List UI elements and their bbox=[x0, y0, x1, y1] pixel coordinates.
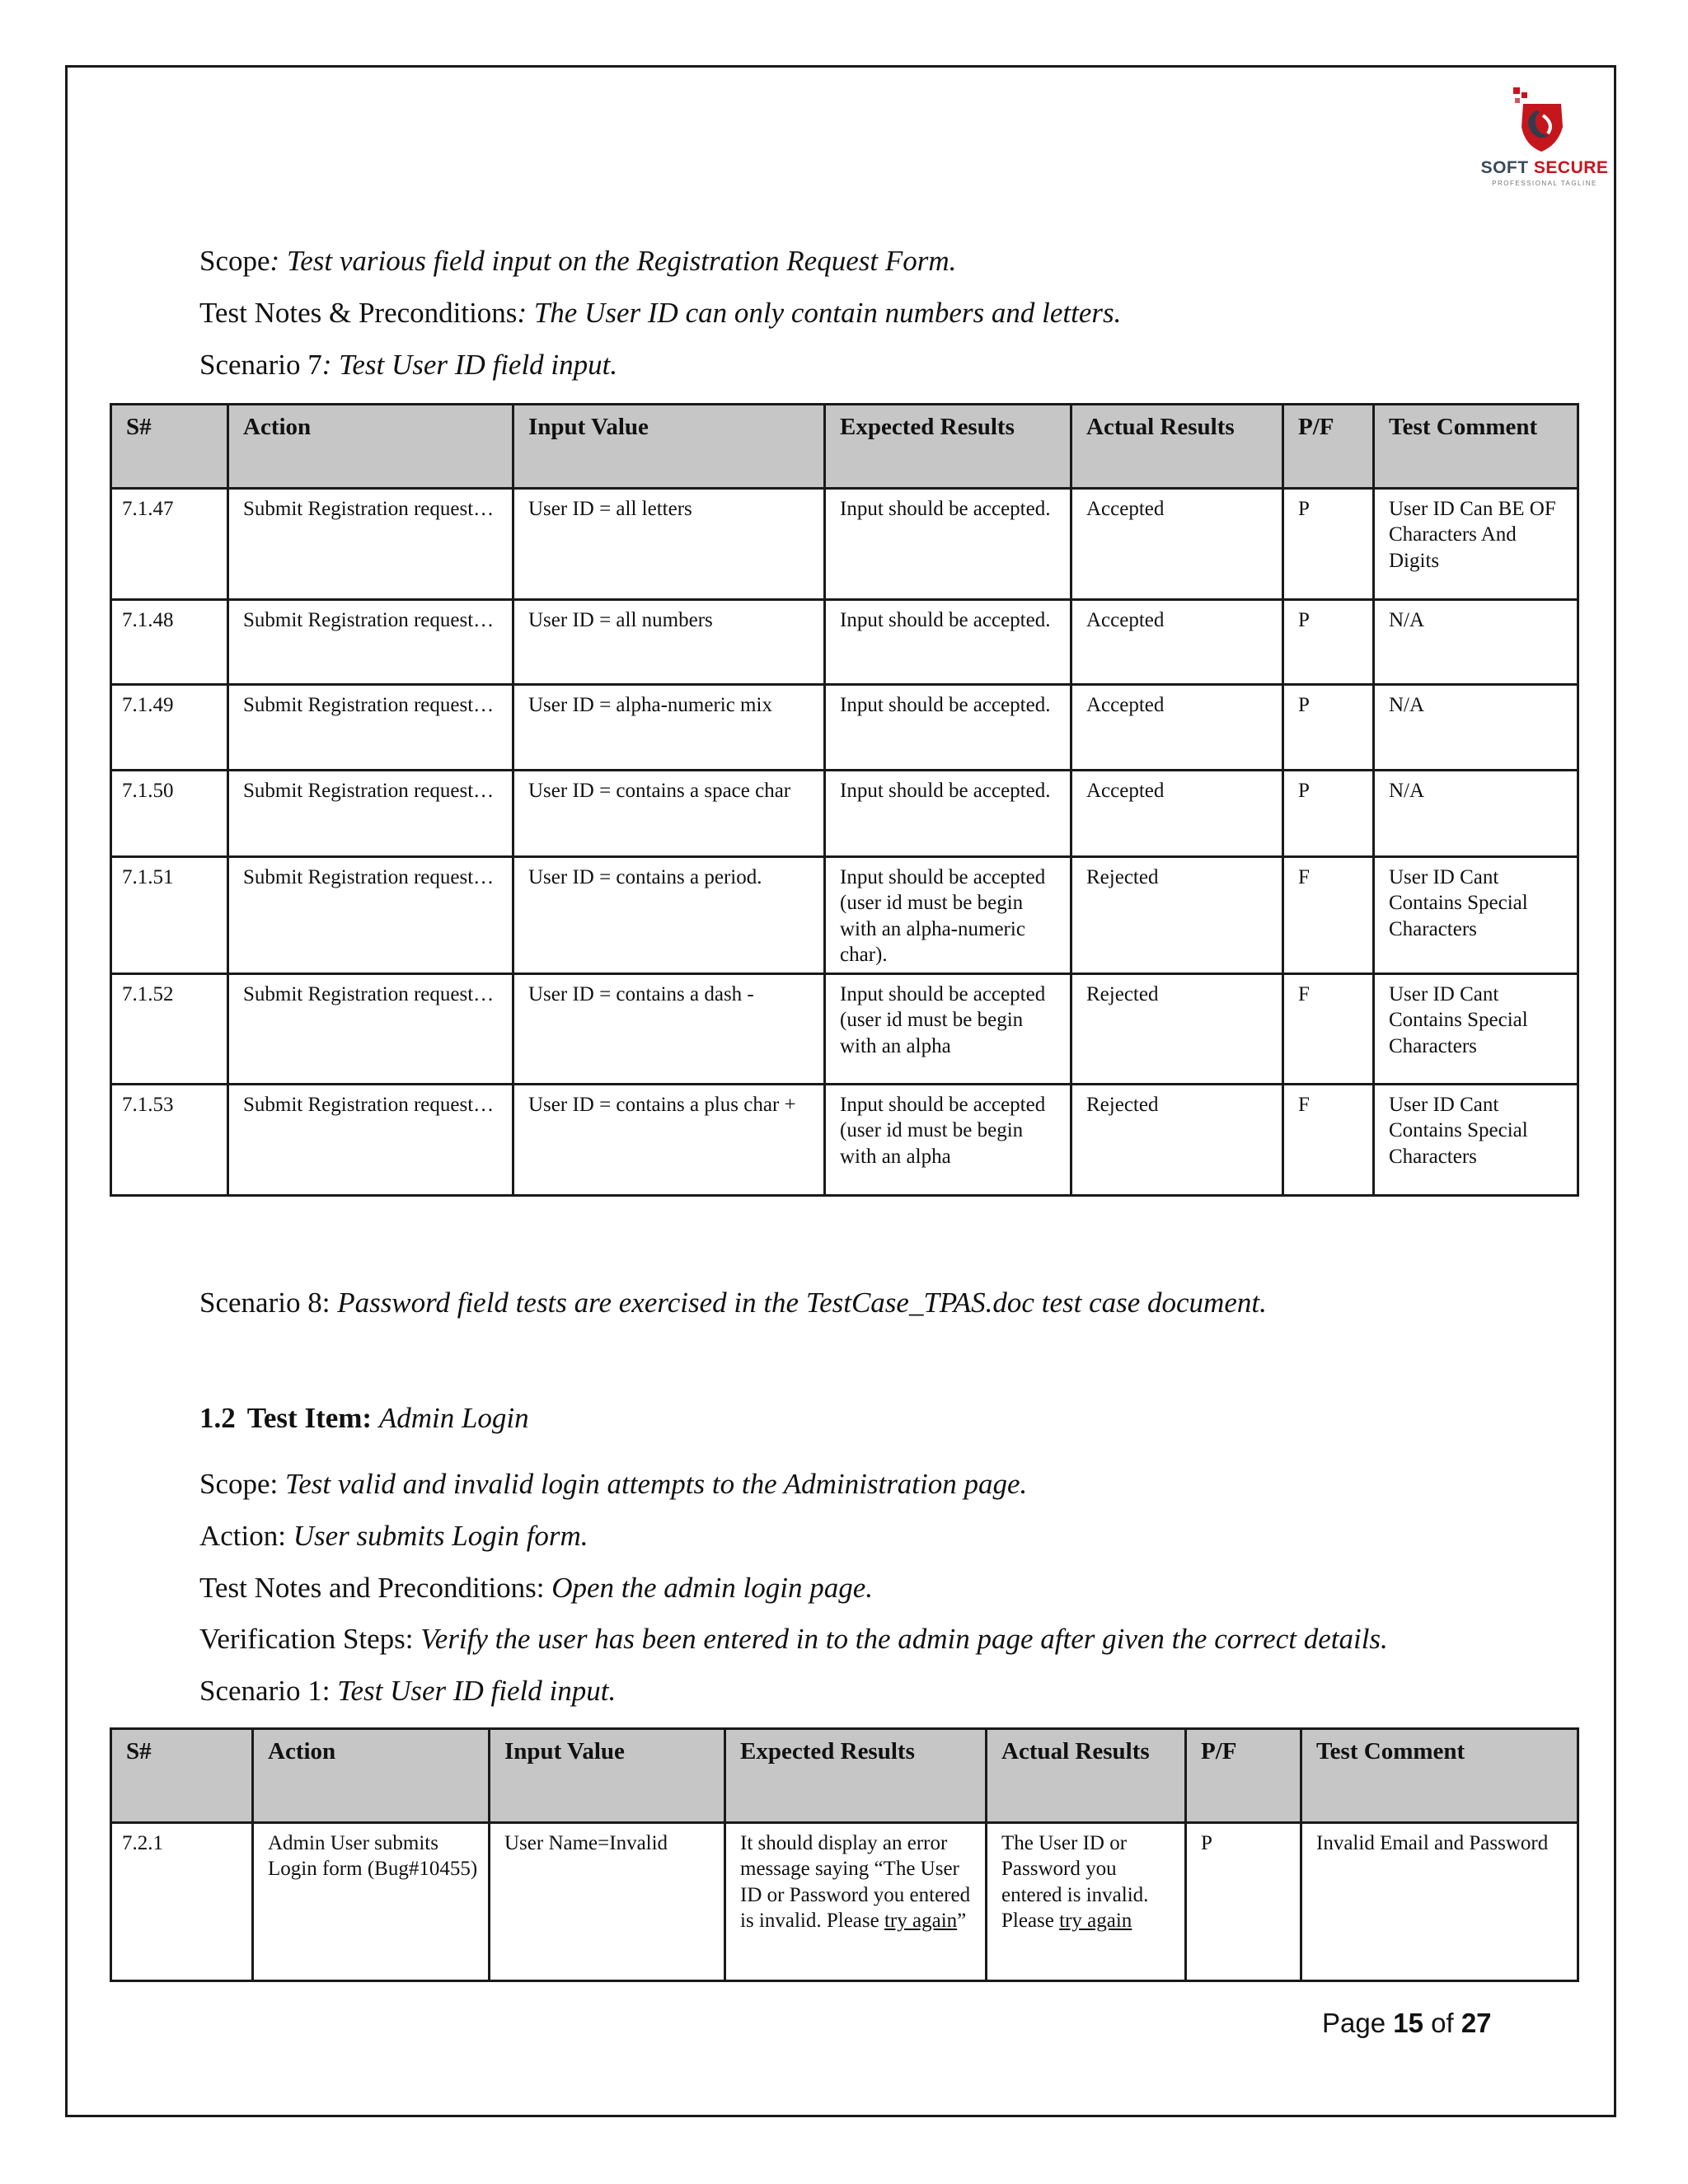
column-header: P/F bbox=[1186, 1729, 1301, 1823]
pass-fail-cell: P bbox=[1186, 1823, 1301, 1981]
table-row bbox=[111, 1085, 1578, 1196]
admin-login-test-table bbox=[110, 1727, 1579, 1982]
expected-results-cell: Input should be accepted. bbox=[825, 685, 1071, 771]
table-header-row bbox=[111, 1729, 1578, 1823]
table-row bbox=[111, 974, 1578, 1085]
pass-fail-cell: F bbox=[1283, 1085, 1374, 1196]
actual-results-cell: Accepted bbox=[1071, 685, 1283, 771]
pass-fail-cell: P bbox=[1283, 685, 1374, 771]
try-again-link: try again bbox=[1059, 1909, 1132, 1932]
actual-results-cell: Rejected bbox=[1071, 974, 1283, 1085]
test-comment-cell: N/A bbox=[1374, 600, 1578, 685]
pass-fail-cell: P bbox=[1283, 600, 1374, 685]
input-value-cell: User ID = alpha-numeric mix bbox=[513, 685, 825, 771]
action-cell: Submit Registration request… bbox=[228, 857, 513, 974]
registration-test-table bbox=[110, 403, 1579, 1197]
input-value-cell: User ID = contains a space char bbox=[513, 771, 825, 857]
table-row bbox=[111, 771, 1578, 857]
test-id-cell: 7.2.1 bbox=[111, 1823, 253, 1981]
input-value-cell: User Name=Invalid bbox=[490, 1823, 725, 1981]
action-cell: Submit Registration request… bbox=[228, 1085, 513, 1196]
expected-results-cell: Input should be accepted (user id must be begin with an alpha bbox=[825, 1085, 1071, 1196]
actual-results-cell: Rejected bbox=[1071, 1085, 1283, 1196]
scenario-1-line: Scenario 1: Test User ID field input. bbox=[199, 1675, 617, 1707]
table-row bbox=[111, 685, 1578, 771]
page-number: Page 15 of 27 bbox=[1322, 2008, 1492, 2038]
pass-fail-cell: F bbox=[1283, 974, 1374, 1085]
test-comment-cell: User ID Cant Contains Special Characters bbox=[1374, 974, 1578, 1085]
test-id-cell: 7.1.47 bbox=[111, 489, 228, 600]
input-value-cell: User ID = contains a period. bbox=[513, 857, 825, 974]
test-comment-cell: N/A bbox=[1374, 685, 1578, 771]
expected-results-cell: Input should be accepted (user id must be begin with an alpha-numeric char). bbox=[825, 857, 1071, 974]
test-notes-line: Test Notes and Preconditions: Open the admin login page. bbox=[199, 1572, 874, 1604]
test-id-cell: 7.1.52 bbox=[111, 974, 228, 1085]
column-header: Input Value bbox=[490, 1729, 725, 1823]
expected-results-cell: Input should be accepted. bbox=[825, 771, 1071, 857]
expected-results-cell: Input should be accepted. bbox=[825, 489, 1071, 600]
table-row bbox=[111, 600, 1578, 685]
expected-results-cell: Input should be accepted. bbox=[825, 600, 1071, 685]
actual-results-cell: Accepted bbox=[1071, 600, 1283, 685]
action-cell: Submit Registration request… bbox=[228, 489, 513, 600]
table-row bbox=[111, 1823, 1578, 1981]
input-value-cell: User ID = contains a dash - bbox=[513, 974, 825, 1085]
column-header: S# bbox=[111, 405, 228, 489]
test-comment-cell: User ID Can BE OF Characters And Digits bbox=[1374, 489, 1578, 600]
column-header: Action bbox=[253, 1729, 490, 1823]
table-row bbox=[111, 857, 1578, 974]
table-header-row bbox=[111, 405, 1578, 489]
logo-brand-text: SOFT SECURE bbox=[1480, 158, 1609, 177]
expected-results-cell: It should display an error message saying “The User ID or Password you entered is invalid. Please try again” bbox=[725, 1823, 987, 1981]
try-again-link: try again bbox=[884, 1909, 958, 1932]
input-value-cell: User ID = all letters bbox=[513, 489, 825, 600]
test-id-cell: 7.1.53 bbox=[111, 1085, 228, 1196]
action-cell: Submit Registration request… bbox=[228, 685, 513, 771]
action-cell: Submit Registration request… bbox=[228, 974, 513, 1085]
verification-steps-line: Verification Steps: Verify the user has been entered in to the admin page after given the correct details. bbox=[199, 1623, 1388, 1655]
soft-secure-logo bbox=[1470, 86, 1619, 193]
table-row bbox=[111, 489, 1578, 600]
action-cell: Admin User submits Login form (Bug#10455) bbox=[253, 1823, 490, 1981]
action-line: Action: User submits Login form. bbox=[199, 1520, 588, 1552]
section-heading: 1.2 Test Item: Admin Login bbox=[199, 1402, 529, 1434]
input-value-cell: User ID = all numbers bbox=[513, 600, 825, 685]
scenario-7-line: Scenario 7: Test User ID field input. bbox=[199, 349, 618, 381]
actual-results-cell: Accepted bbox=[1071, 771, 1283, 857]
column-header: Actual Results bbox=[1071, 405, 1283, 489]
test-id-cell: 7.1.50 bbox=[111, 771, 228, 857]
test-id-cell: 7.1.49 bbox=[111, 685, 228, 771]
column-header: P/F bbox=[1283, 405, 1374, 489]
pass-fail-cell: P bbox=[1283, 489, 1374, 600]
pass-fail-cell: P bbox=[1283, 771, 1374, 857]
column-header: Input Value bbox=[513, 405, 825, 489]
actual-results-cell: The User ID or Password you entered is invalid. Please try again bbox=[987, 1823, 1186, 1981]
test-id-cell: 7.1.51 bbox=[111, 857, 228, 974]
column-header: Actual Results bbox=[987, 1729, 1186, 1823]
expected-results-cell: Input should be accepted (user id must be begin with an alpha bbox=[825, 974, 1071, 1085]
column-header: S# bbox=[111, 1729, 253, 1823]
column-header: Test Comment bbox=[1301, 1729, 1578, 1823]
action-cell: Submit Registration request… bbox=[228, 771, 513, 857]
action-cell: Submit Registration request… bbox=[228, 600, 513, 685]
scope-line: Scope: Test various field input on the Registration Request Form. bbox=[199, 245, 957, 277]
test-notes-line: Test Notes & Preconditions: The User ID can only contain numbers and letters. bbox=[199, 297, 1122, 329]
column-header: Expected Results bbox=[725, 1729, 987, 1823]
scenario-8-line: Scenario 8: Password field tests are exercised in the TestCase_TPAS.doc test case document. bbox=[199, 1286, 1267, 1319]
pass-fail-cell: F bbox=[1283, 857, 1374, 974]
actual-results-cell: Accepted bbox=[1071, 489, 1283, 600]
column-header: Expected Results bbox=[825, 405, 1071, 489]
test-id-cell: 7.1.48 bbox=[111, 600, 228, 685]
scope-line: Scope: Test valid and invalid login attempts to the Administration page. bbox=[199, 1468, 1028, 1500]
test-comment-cell: N/A bbox=[1374, 771, 1578, 857]
test-comment-cell: Invalid Email and Password bbox=[1301, 1823, 1578, 1981]
test-comment-cell: User ID Cant Contains Special Characters bbox=[1374, 1085, 1578, 1196]
input-value-cell: User ID = contains a plus char + bbox=[513, 1085, 825, 1196]
column-header: Test Comment bbox=[1374, 405, 1578, 489]
test-comment-cell: User ID Cant Contains Special Characters bbox=[1374, 857, 1578, 974]
column-header: Action bbox=[228, 405, 513, 489]
shield-logo-icon bbox=[1512, 86, 1578, 153]
actual-results-cell: Rejected bbox=[1071, 857, 1283, 974]
logo-tagline: PROFESSIONAL TAGLINE bbox=[1492, 180, 1597, 187]
